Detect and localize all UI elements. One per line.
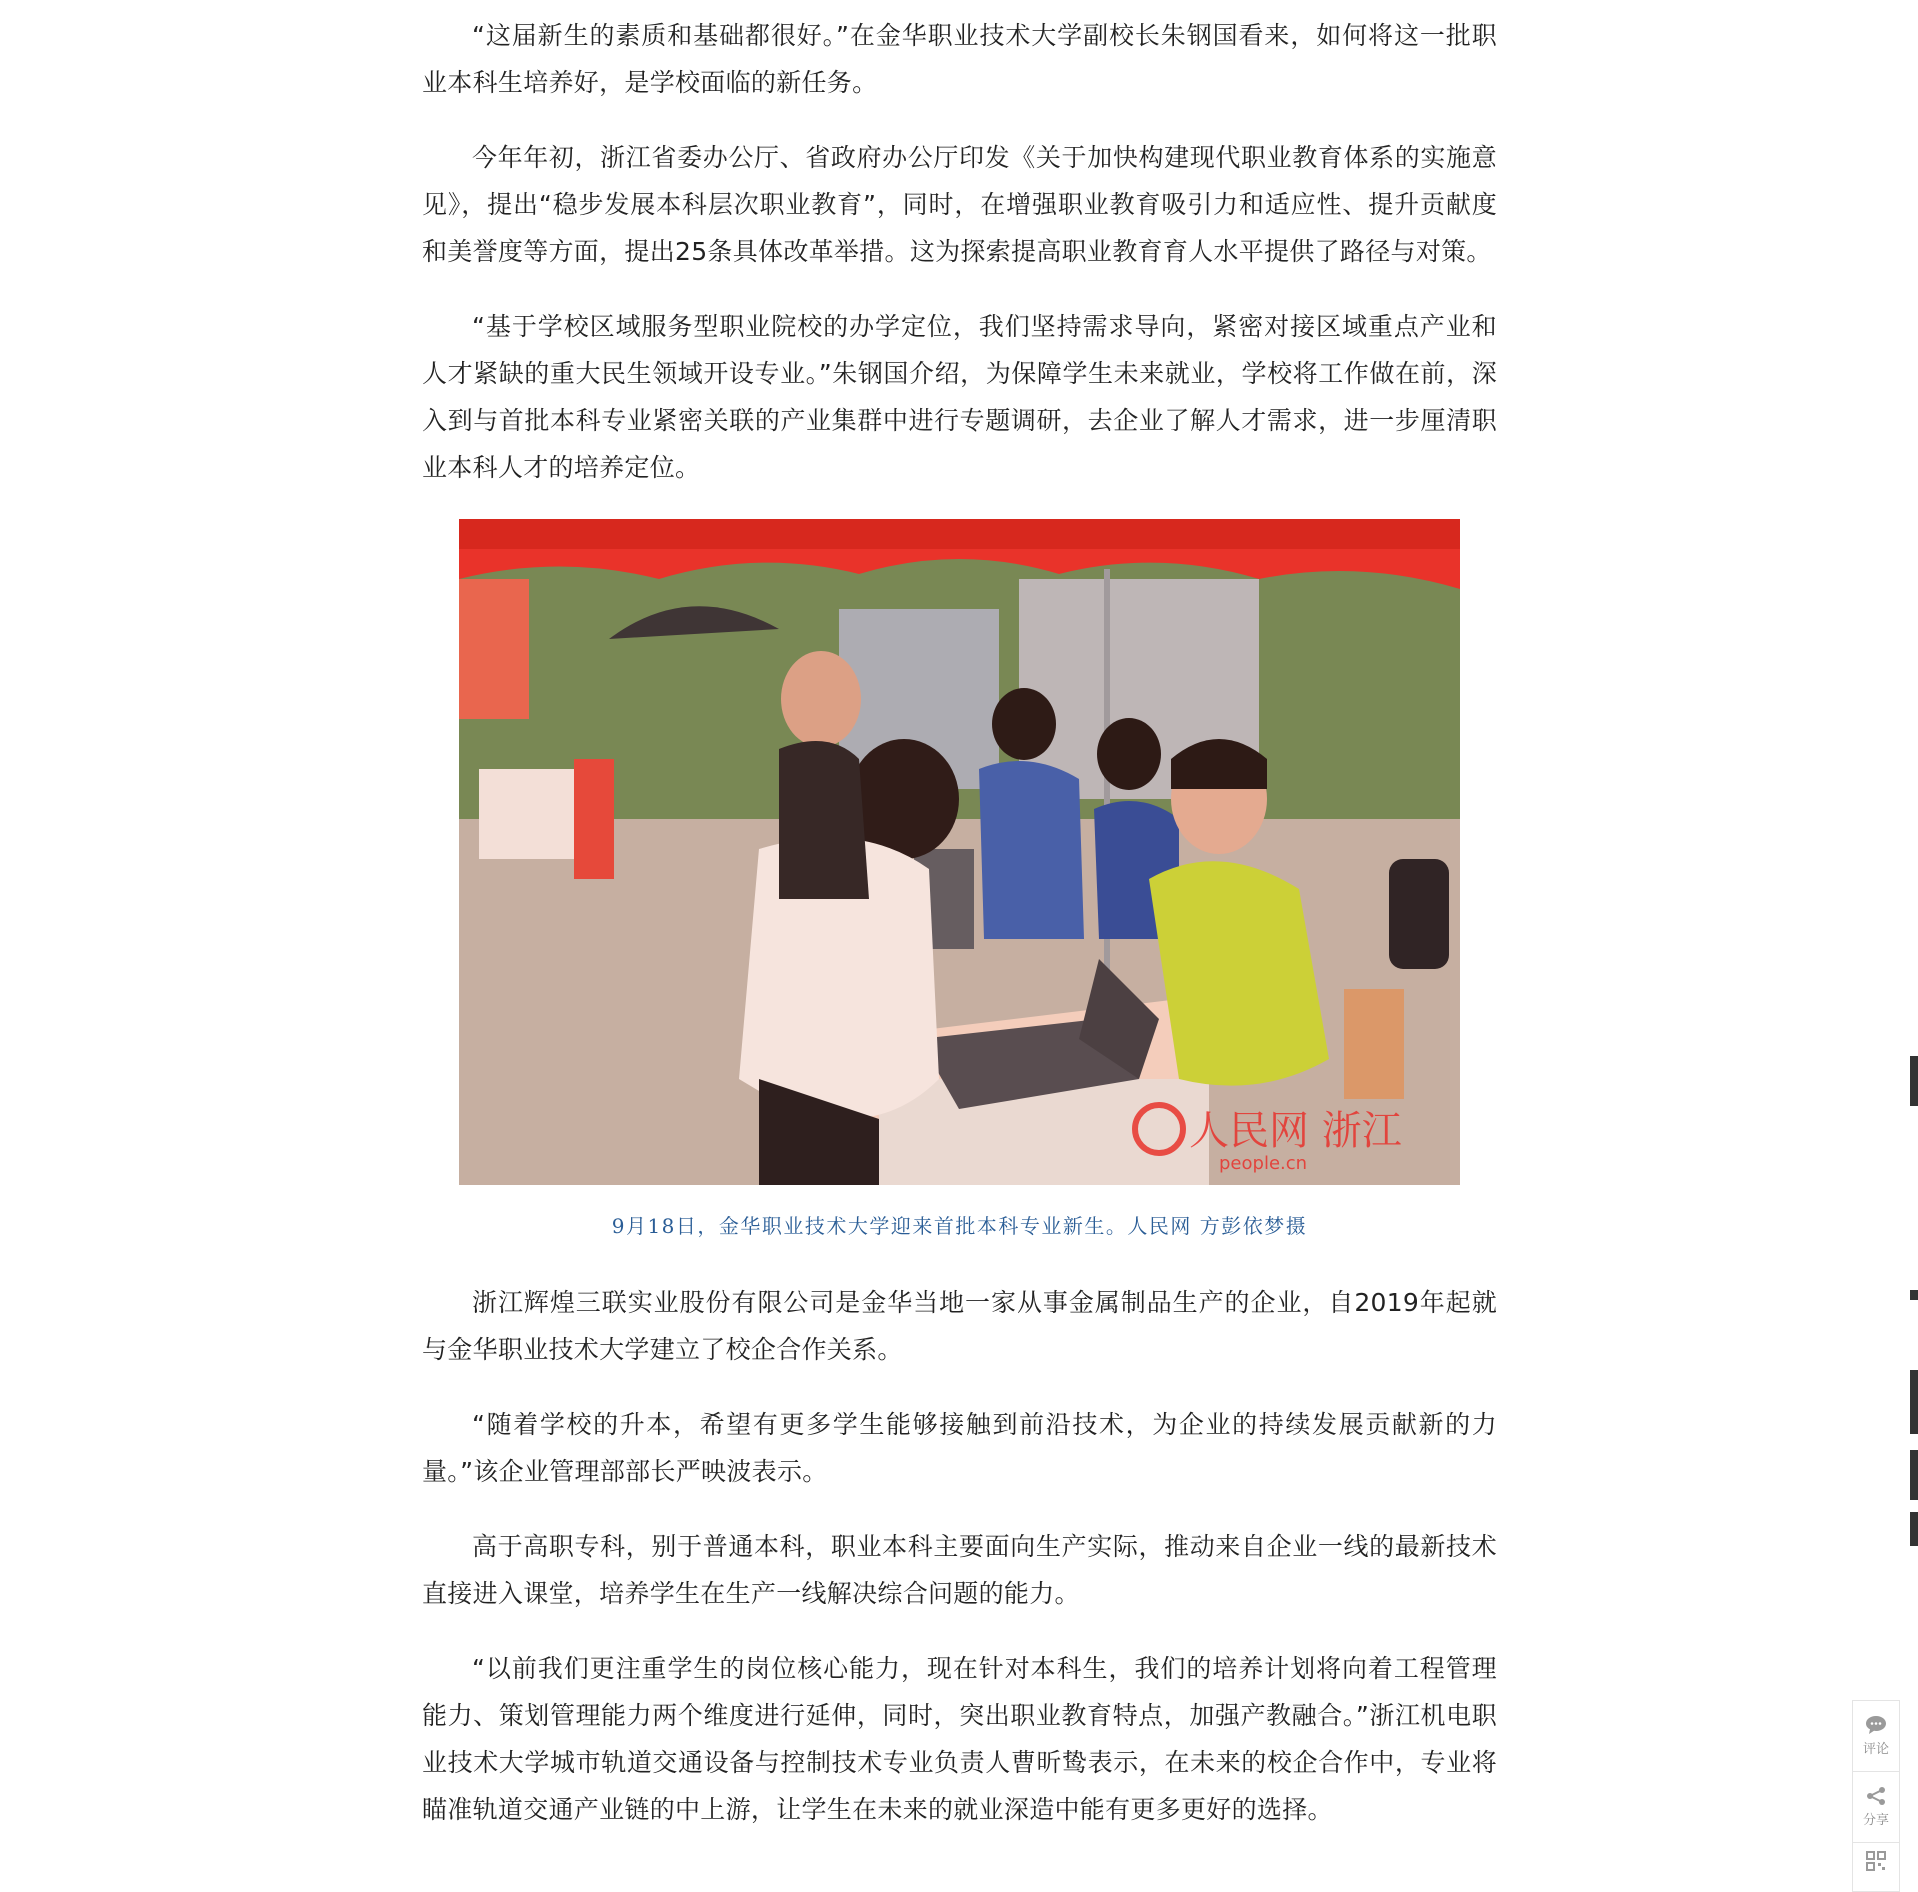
photo-watermark-sub: people.cn <box>1219 1153 1308 1174</box>
comment-label: 评论 <box>1862 1742 1889 1757</box>
photo-caption: 9月18日，金华职业技术大学迎来首批本科专业新生。人民网 方彭依梦摄 <box>611 1214 1308 1238</box>
share-icon <box>1865 1786 1887 1806</box>
paragraph: 浙江辉煌三联实业股份有限公司是金华当地一家从事金属制品生产的企业，自2019年起就与金华职业技术大学建立了校企合作关系。 <box>422 1288 1497 1364</box>
qrcode-icon <box>1866 1851 1886 1871</box>
paragraph: “基于学校区域服务型职业院校的办学定位，我们坚持需求导向，紧密对接区域重点产业和人才紧缺的重大民生领域开设专业。”朱钢国介绍，为保障学生未来就业，学校将工作做在前，深入到与首批本科专业紧密关联的产业集群中进行专题调研，去企业了解人才需求，进一步厘清职业本科人才的培养定位。 <box>422 312 1497 482</box>
qrcode-button[interactable] <box>1853 1843 1899 1891</box>
paragraph: “以前我们更注重学生的岗位核心能力，现在针对本科生，我们的培养计划将向着工程管理能力、策划管理能力两个维度进行延伸，同时，突出职业教育特点，加强产教融合。”浙江机电职业技术大学城市轨道交通设备与控制技术专业负责人曹昕鸷表示，在未来的校企合作中，专业将瞄准轨道交通产业链的中上游，让学生在未来的就业深造中能有更多更好的选择。 <box>422 1654 1497 1824</box>
edge-marker <box>1910 1290 1918 1300</box>
paragraph: 今年年初，浙江省委办公厅、省政府办公厅印发《关于加快构建现代职业教育体系的实施意见》，提出“稳步发展本科层次职业教育”，同时，在增强职业教育吸引力和适应性、提升贡献度和美誉度等方面，提出25条具体改革举措。这为探索提高职业教育育人水平提供了路径与对策。 <box>422 143 1497 266</box>
edge-marker <box>1910 1512 1918 1546</box>
comment-icon <box>1865 1715 1887 1735</box>
article-photo <box>459 519 1460 1185</box>
share-label: 分享 <box>1862 1813 1889 1828</box>
article-body <box>422 12 1497 1861</box>
edge-marker <box>1910 1370 1918 1434</box>
article-figure <box>422 519 1497 1239</box>
side-toolbar <box>1852 1700 1900 1892</box>
photo-watermark: 人民网 浙江 <box>1189 1108 1402 1154</box>
share-button[interactable] <box>1853 1772 1899 1843</box>
edge-marker <box>1910 1056 1918 1106</box>
paragraph: “随着学校的升本，希望有更多学生能够接触到前沿技术，为企业的持续发展贡献新的力量。”该企业管理部部长严映波表示。 <box>422 1410 1497 1486</box>
paragraph: “这届新生的素质和基础都很好。”在金华职业技术大学副校长朱钢国看来，如何将这一批职业本科生培养好，是学校面临的新任务。 <box>422 21 1497 97</box>
edge-marker <box>1910 1450 1918 1500</box>
paragraph: 高于高职专科，别于普通本科，职业本科主要面向生产实际，推动来自企业一线的最新技术直接进入课堂，培养学生在生产一线解决综合问题的能力。 <box>422 1532 1497 1608</box>
comment-button[interactable] <box>1853 1701 1899 1772</box>
